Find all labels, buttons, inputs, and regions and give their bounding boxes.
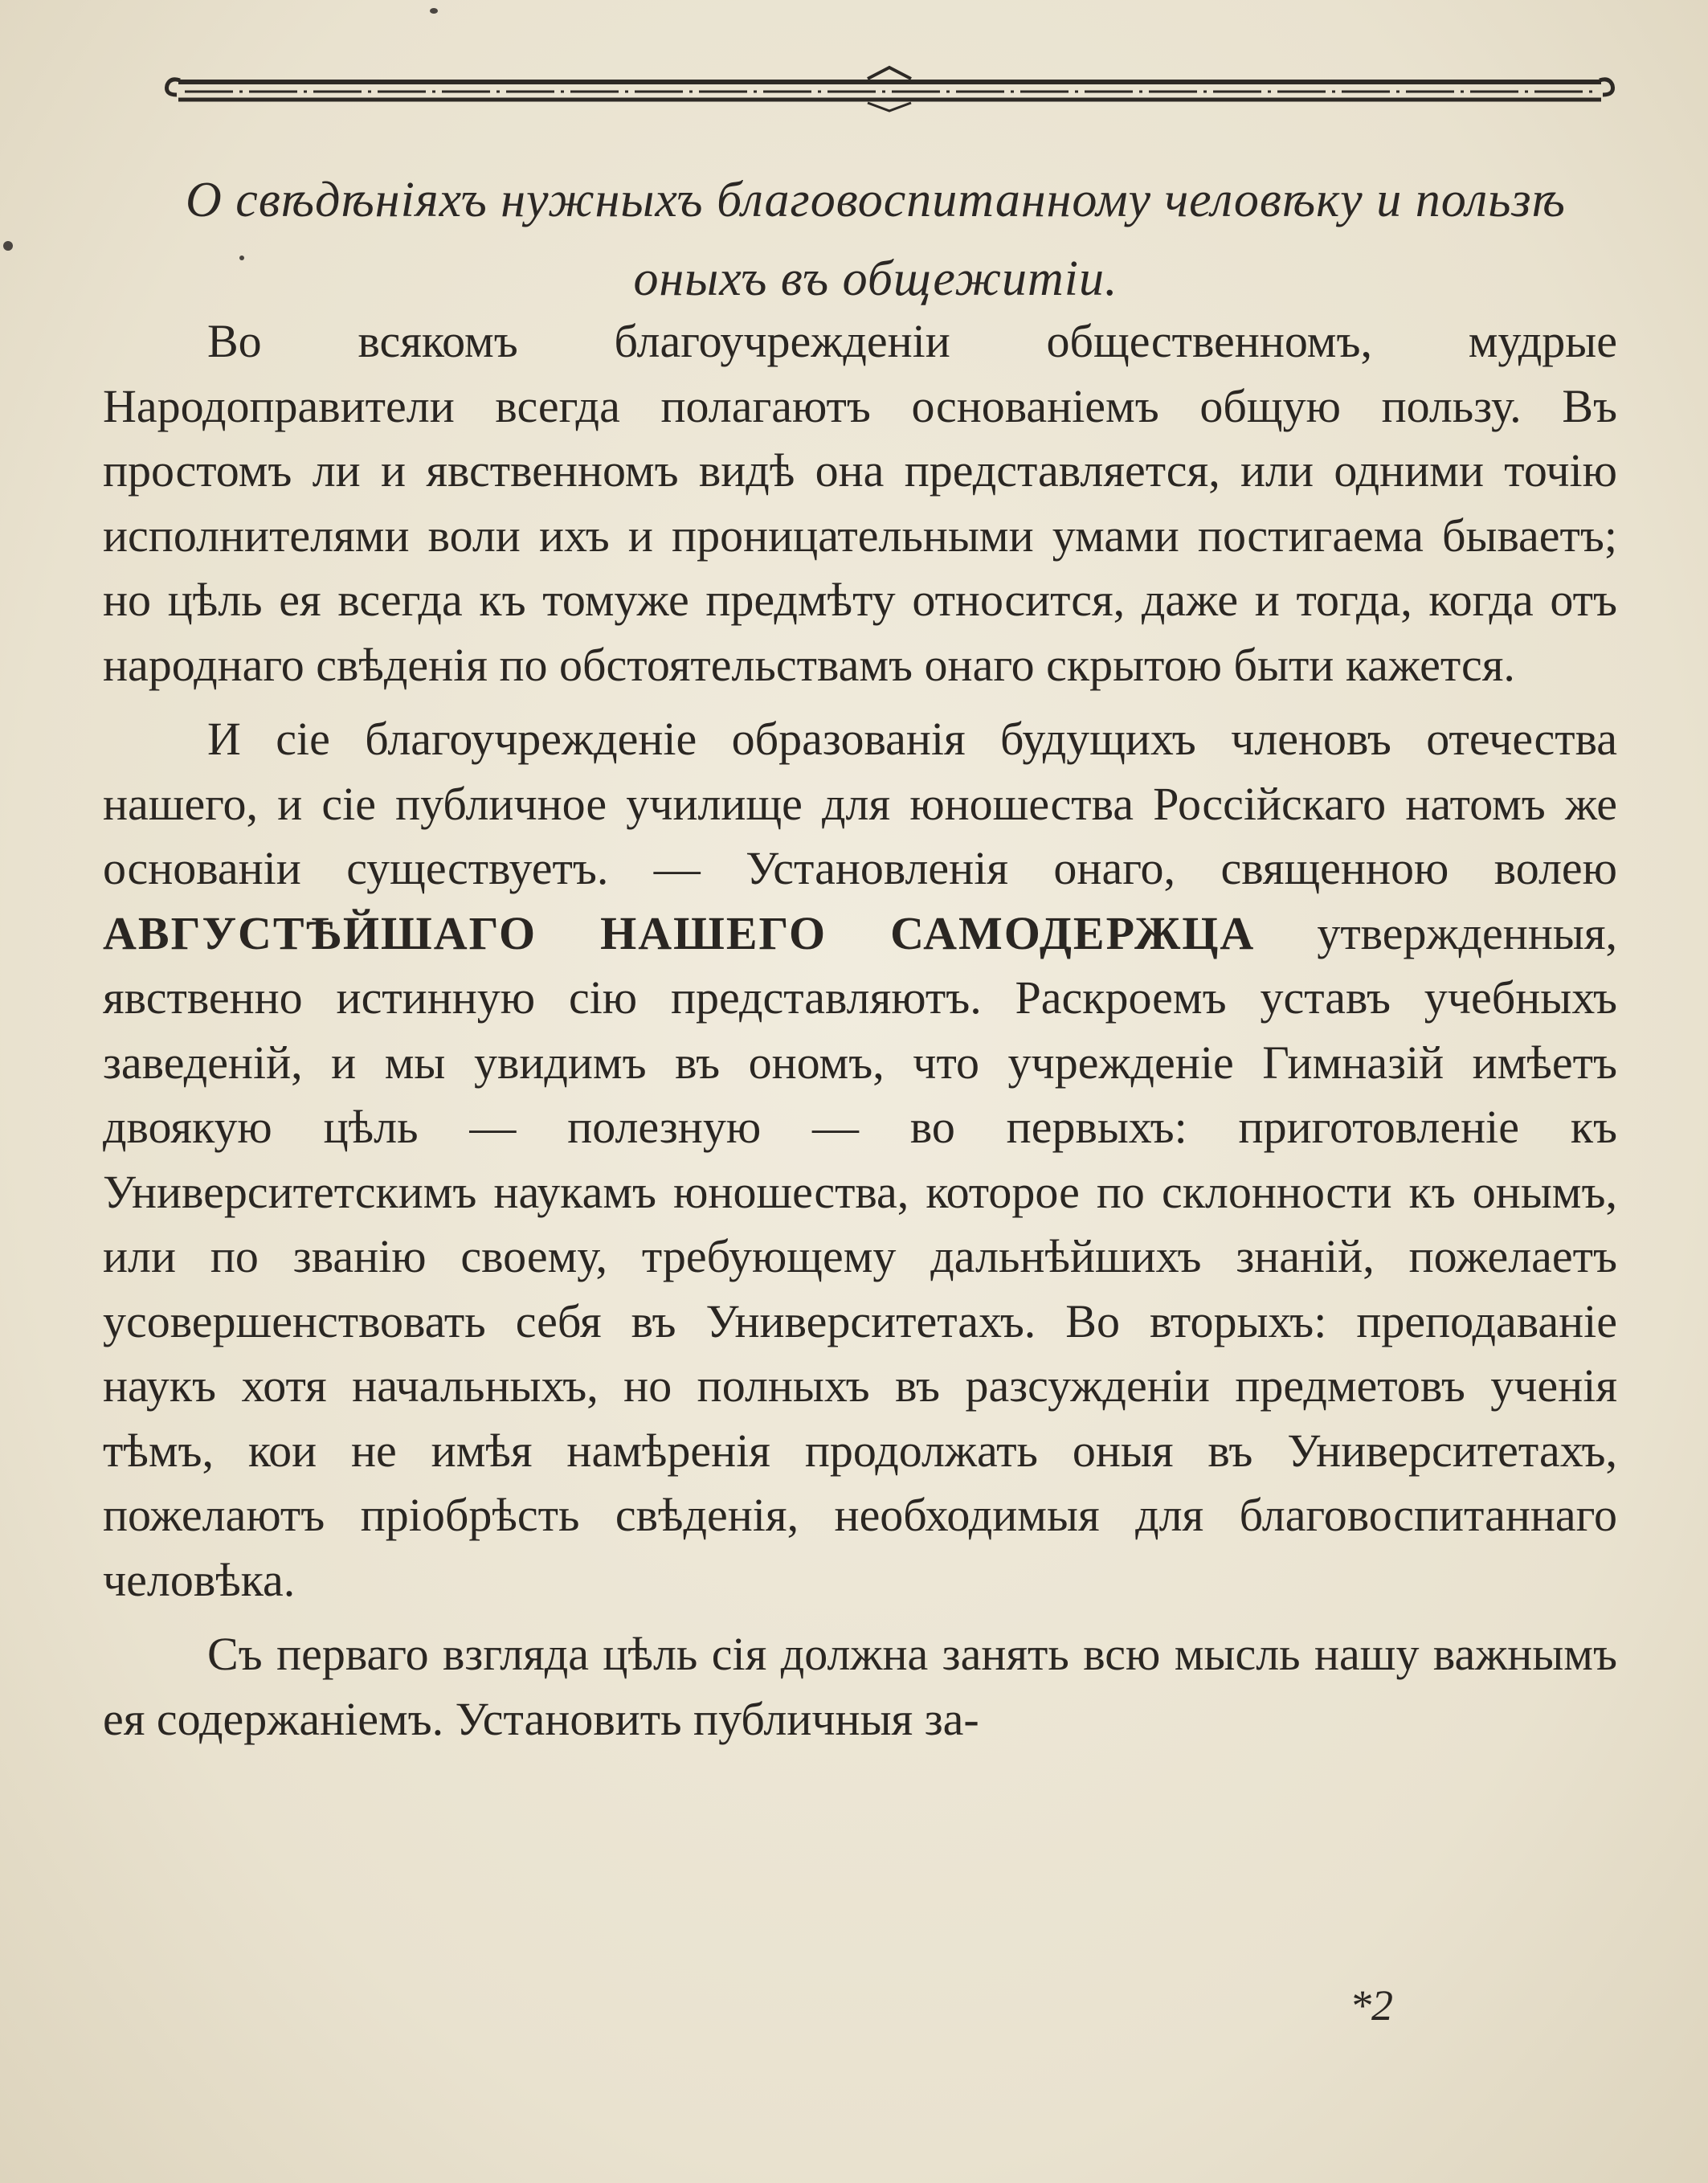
paragraph-2-rest: утвержденныя, явственно истинную сію представляютъ. Раскроемъ уставъ учебныхъ заведеній, и мы увидимъ въ ономъ, что учрежденіе Гимназій имѣетъ двоякую цѣль — полезную — во первыхъ: приготовленіе къ Университетскимъ наукамъ юношества, которое по склонности къ онымъ, или по званію своему, требующему дальнѣйшихъ знаній, пожелаетъ усовершенствовать себя въ Университетахъ. Во вторыхъ: преподаваніе наукъ хотя начальныхъ, но полныхъ въ разсужденіи предметовъ ученія тѣмъ, кои не имѣя намѣренія продолжать оныя въ Университетахъ, пожелаютъ пріобрѣсть свѣденія, необходимыя для благовоспитаннаго человѣка.: [103, 906, 1618, 1606]
paragraph-2-start: И сіе благоучрежденіе образованія будущихъ членовъ отечества нашего, и сіе публичное училище для юношества Россійскаго натомъ же основаніи существуетъ. — Установленія онаго, священною волею: [103, 713, 1617, 894]
ink-speck: [3, 241, 13, 251]
ink-speck: [430, 8, 438, 14]
ink-speck: [239, 256, 244, 260]
caps-phrase: АВГУСТѢЙШАГО НАШЕГО САМОДЕРЖЦА: [103, 906, 1256, 959]
body-text: [103, 309, 1617, 1761]
ornamental-headpiece: [161, 63, 1619, 119]
paragraph-1: Во всякомъ благоучрежденіи общественномъ, мудрые Народоправители всегда полагаютъ основаніемъ общую пользу. Въ простомъ ли и явственномъ видѣ она представляется, или одними точію исполнителями воли ихъ и проницательными умами постигаема бываетъ; но цѣль ея всегда къ томуже предмѣту относится, даже и тогда, когда отъ народнаго свѣденія по обстоятельствамъ онаго скрытою быти кажется.: [103, 315, 1617, 691]
paragraph-2: [103, 707, 1617, 1613]
signature-mark: *2: [1350, 1981, 1393, 2030]
page-title: О свѣдѣніяхъ нужныхъ благовоспитанному человѣку и пользѣ оныхъ въ общежитіи.: [186, 173, 1566, 306]
paragraph-3: Съ перваго взгляда цѣль сія должна занять всю мысль нашу важнымъ ея содержаніемъ. Установить публичныя за-: [103, 1628, 1617, 1745]
